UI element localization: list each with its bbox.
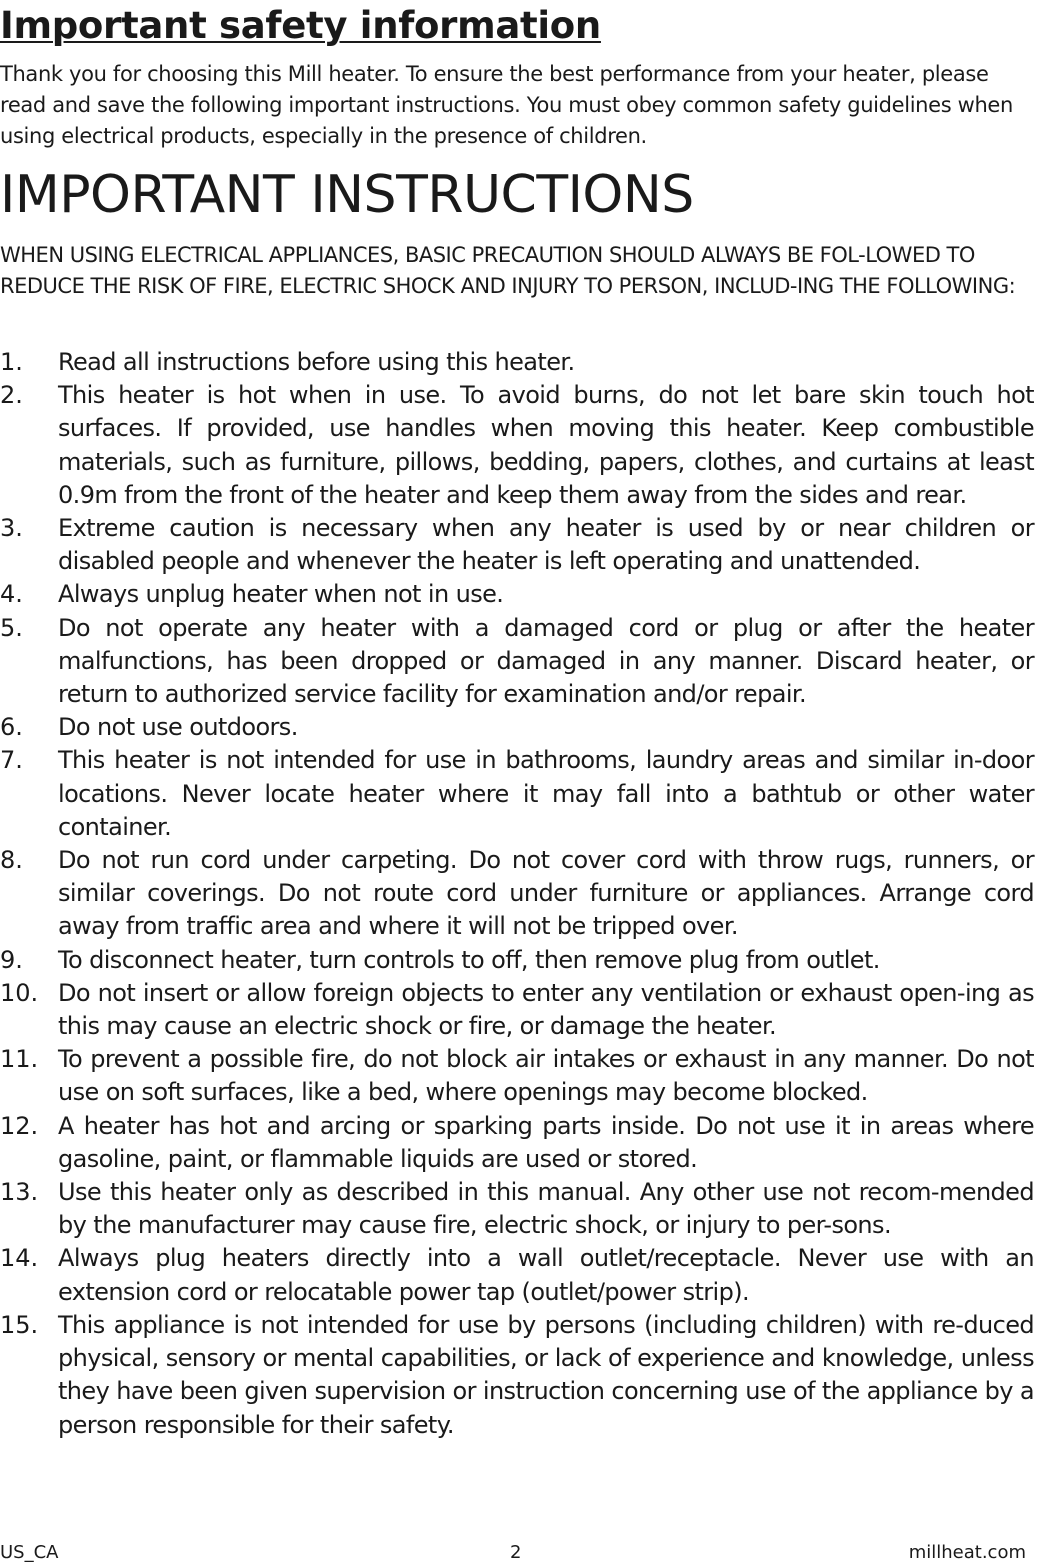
item-number: 11. [0, 1045, 39, 1074]
footer-page-number: 2 [510, 1542, 522, 1563]
list-item [0, 1110, 1034, 1176]
intro-paragraph: Thank you for choosing this Mill heater. To ensure the best performance from your heater, please read and save the following important instructions. You must obey common safety guidelines when using electrical products, especially in the presence of children. [0, 62, 1013, 148]
list-item [0, 1176, 1034, 1242]
item-text: Do not insert or allow foreign objects to enter any ventilation or exhaust open-ing as this may cause an electric shock or fire, or damage the heater. [58, 978, 1034, 1041]
list-item [0, 346, 1034, 379]
item-number: 6. [0, 713, 23, 742]
page-footer [0, 1541, 1030, 1565]
footer-region: US_CA [0, 1542, 59, 1563]
item-text: To prevent a possible fire, do not block air intakes or exhaust in any manner. Do not use on soft surfaces, like a bed, where openings may become blocked. [58, 1045, 1034, 1107]
item-number: 14. [0, 1244, 39, 1273]
item-number: 8. [0, 846, 23, 875]
item-text: This appliance is not intended for use by persons (including children) with re-duced physical, sensory or mental capabilities, or lack of experience and knowledge, unless they have been given supervision or instruction concerning use of the appliance by a person responsible for their safety. [58, 1310, 1034, 1439]
instruction-list [0, 346, 1034, 1442]
item-text: Use this heater only as described in this manual. Any other use not recom-mended by the manufacturer may cause fire, electric shock, or injury to per-sons. [58, 1178, 1034, 1240]
list-item [0, 977, 1034, 1043]
item-number: 4. [0, 580, 23, 609]
list-item [0, 512, 1034, 578]
list-item [0, 578, 1034, 611]
item-text: This heater is hot when in use. To avoid burns, do not let bare skin touch hot surfaces. If provided, use handles when moving this heater. Keep combustible materials, such as furniture, pillows, bedding, papers, clothes, and curtains at least 0.9m from the front of the heater and keep them away from the sides and rear. [58, 381, 1034, 509]
item-text: Always plug heaters directly into a wall outlet/receptacle. Never use with an extension cord or relocatable power tap (outlet/power strip). [58, 1244, 1034, 1306]
item-number: 9. [0, 945, 23, 974]
item-text: Do not run cord under carpeting. Do not cover cord with throw rugs, runners, or similar coverings. Do not route cord under furniture or appliances. Arrange cord away from traffic area and where it will not be tripped over. [58, 846, 1034, 941]
item-number: 10. [0, 978, 39, 1007]
item-text: To disconnect heater, turn controls to off, then remove plug from outlet. [58, 945, 880, 974]
item-text: Do not use outdoors. [58, 713, 298, 742]
item-text: Do not operate any heater with a damaged cord or plug or after the heater malfunctions, has been dropped or damaged in any manner. Discard heater, or return to authorized service facility for examination and/or repair. [58, 613, 1034, 709]
list-item [0, 612, 1034, 712]
list-item [0, 711, 1034, 744]
item-number: 2. [0, 381, 23, 410]
footer-website: millheat.com [908, 1542, 1026, 1563]
item-number: 3. [0, 514, 23, 543]
list-item [0, 1043, 1034, 1109]
item-number: 5. [0, 613, 23, 642]
list-item [0, 1242, 1034, 1308]
item-text: A heater has hot and arcing or sparking parts inside. Do not use it in areas where gasoline, paint, or flammable liquids are used or stored. [58, 1111, 1034, 1173]
page-title: Important safety information [0, 4, 601, 47]
list-item [0, 1309, 1034, 1442]
list-item [0, 844, 1034, 944]
section-heading: IMPORTANT INSTRUCTIONS [0, 165, 694, 225]
item-number: 12. [0, 1111, 39, 1140]
list-item [0, 744, 1034, 844]
item-text: Extreme caution is necessary when any heater is used by or near children or disabled people and whenever the heater is left operating and unattended. [58, 514, 1034, 576]
item-text: This heater is not intended for use in bathrooms, laundry areas and similar in-door locations. Never locate heater where it may fall into a bathtub or other water container. [58, 746, 1034, 841]
item-number: 15. [0, 1310, 39, 1339]
item-text: Read all instructions before using this heater. [58, 348, 575, 376]
item-number: 13. [0, 1178, 39, 1207]
item-number: 7. [0, 746, 23, 775]
list-item [0, 379, 1034, 512]
item-number: 1. [0, 348, 23, 376]
item-text: Always unplug heater when not in use. [58, 580, 504, 609]
list-item [0, 944, 1034, 977]
warning-paragraph: WHEN USING ELECTRICAL APPLIANCES, BASIC PRECAUTION SHOULD ALWAYS BE FOL-LOWED TO REDUCE THE RISK OF FIRE, ELECTRIC SHOCK AND INJURY TO PERSON, INCLUD-ING THE FOLLOWING: [0, 243, 1016, 298]
